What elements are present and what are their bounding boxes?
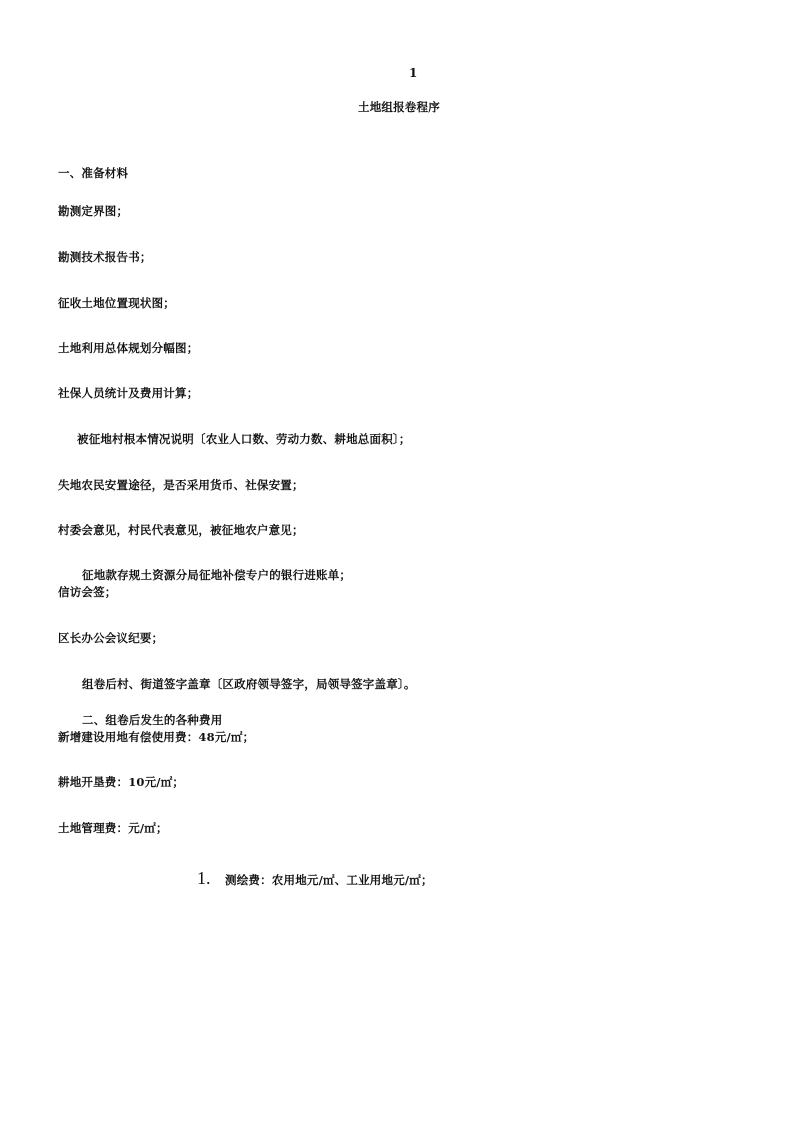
list-item: 失地农民安置途径，是否采用货币、社保安置；	[58, 478, 304, 492]
list-item: 征收土地位置现状图；	[58, 296, 175, 310]
section-heading-materials: 一、准备材料	[58, 166, 129, 180]
list-item: 被征地村根本情况说明〔农业人口数、劳动力数、耕地总面积〕；	[77, 432, 411, 446]
list-item: 社保人员统计及费用计算；	[58, 386, 199, 400]
fee-item: 土地管理费：元/㎡；	[58, 821, 168, 835]
list-item: 区长办公会议纪要；	[58, 631, 164, 645]
list-item: 勘测定界图；	[58, 204, 129, 218]
section-heading-fees: 二、组卷后发生的各种费用	[82, 713, 223, 727]
fee-item-survey: 测绘费：农用地元/㎡、工业用地元/㎡；	[225, 873, 433, 887]
list-item: 征地款存规土资源分局征地补偿专户的银行进账单；	[82, 568, 352, 582]
list-item: 勘测技术报告书；	[58, 250, 152, 264]
list-item: 信访会签；	[58, 585, 117, 599]
fee-item: 耕地开垦费：10元/㎡；	[58, 775, 185, 789]
list-item: 组卷后村、街道签字盖章〔区政府领导签字，局领导签字盖章〕。	[82, 677, 416, 691]
list-item: 村委会意见，村民代表意见，被征地农户意见；	[58, 523, 304, 537]
page-number: 1	[409, 66, 418, 80]
list-number: 1.	[197, 868, 211, 888]
list-item: 土地利用总体规划分幅图；	[58, 341, 199, 355]
fee-item: 新增建设用地有偿使用费：48元/㎡；	[58, 730, 255, 744]
document-title: 土地组报卷程序	[358, 100, 440, 114]
